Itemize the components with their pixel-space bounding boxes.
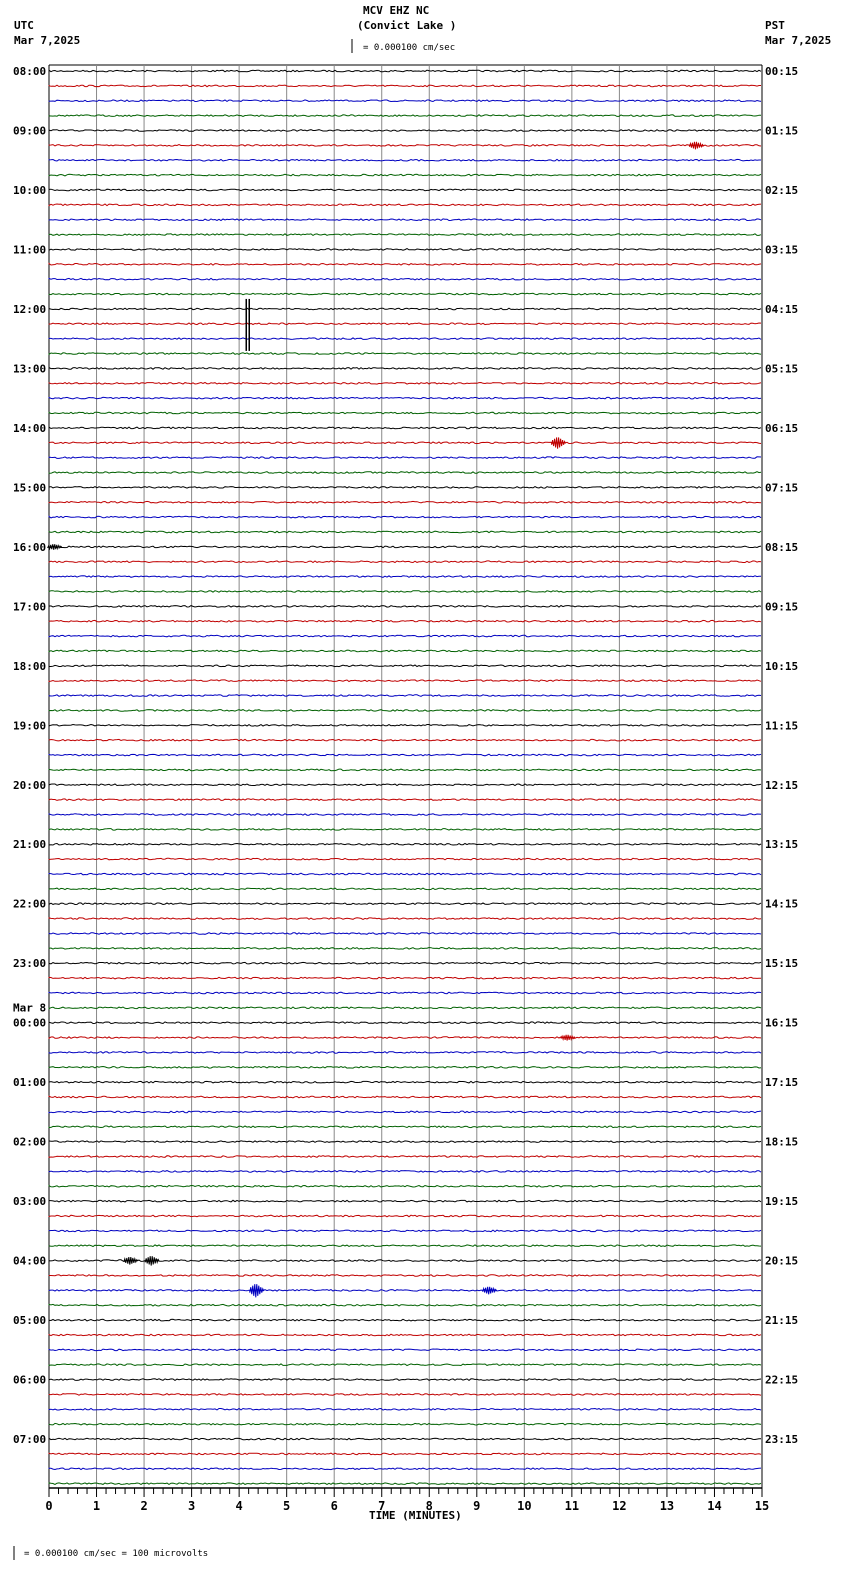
trace-line xyxy=(49,858,761,860)
scale-legend: = 0.000100 cm/sec xyxy=(363,43,456,53)
utc-hour-label: 07:00 xyxy=(13,1433,47,1447)
x-tick-label: 0 xyxy=(45,1499,53,1513)
utc-hour-label: 06:00 xyxy=(13,1373,47,1387)
trace-line xyxy=(49,516,761,518)
utc-hour-label: 19:00 xyxy=(13,719,47,733)
trace-line xyxy=(49,829,761,831)
trace-line xyxy=(49,1245,761,1247)
event-signal xyxy=(145,1256,159,1265)
event-signal xyxy=(483,1287,497,1295)
x-tick-label: 3 xyxy=(187,1499,196,1513)
trace-line xyxy=(49,383,761,385)
trace-line xyxy=(49,1067,761,1069)
trace-line xyxy=(49,338,761,340)
x-tick-label: 8 xyxy=(425,1499,433,1513)
pst-hour-label: 10:15 xyxy=(765,659,799,673)
x-tick-label: 15 xyxy=(754,1499,770,1513)
pst-hour-label: 17:15 xyxy=(765,1076,799,1090)
x-tick-label: 5 xyxy=(283,1499,291,1513)
trace-line xyxy=(49,1111,761,1113)
utc-hour-label: 03:00 xyxy=(13,1195,47,1209)
trace-line xyxy=(49,397,761,399)
pst-hour-label: 20:15 xyxy=(765,1254,799,1268)
pst-hour-label: 12:15 xyxy=(765,778,799,792)
trace-line xyxy=(49,219,761,221)
trace-line xyxy=(49,1319,761,1321)
trace-line xyxy=(49,606,761,608)
pst-hour-label: 16:15 xyxy=(765,1016,799,1030)
trace-line xyxy=(49,784,761,786)
trace-line xyxy=(49,1423,761,1425)
trace-line xyxy=(49,1037,761,1039)
x-tick-label: 12 xyxy=(612,1499,627,1513)
trace-line xyxy=(49,561,761,563)
trace-line xyxy=(49,234,761,236)
trace-line xyxy=(49,769,761,771)
x-tick-label: 2 xyxy=(140,1499,148,1513)
trace-line xyxy=(49,576,761,578)
trace-line xyxy=(49,1453,761,1455)
trace-line xyxy=(49,1215,761,1217)
trace-line xyxy=(49,1171,761,1173)
right-timezone: PST xyxy=(765,19,785,32)
trace-line xyxy=(49,1304,761,1306)
trace-line xyxy=(49,933,761,935)
left-timezone: UTC xyxy=(14,19,34,32)
trace-line xyxy=(49,799,761,801)
x-tick-label: 4 xyxy=(235,1499,243,1513)
utc-hour-label: 22:00 xyxy=(13,897,47,911)
utc-hour-label: 00:00 xyxy=(13,1016,47,1030)
trace-line xyxy=(49,977,761,979)
trace-line xyxy=(49,145,761,147)
footer-scale-legend: = 0.000100 cm/sec = 100 microvolts xyxy=(24,1549,209,1559)
trace-line xyxy=(49,427,761,429)
utc-hour-label: 01:00 xyxy=(13,1076,47,1090)
pst-hour-label: 06:15 xyxy=(765,421,799,435)
pst-hour-label: 05:15 xyxy=(765,362,799,376)
trace-line xyxy=(49,888,761,890)
trace-line xyxy=(49,1438,761,1440)
trace-line xyxy=(49,1186,761,1188)
utc-hour-label: 02:00 xyxy=(13,1135,47,1149)
pst-hour-label: 22:15 xyxy=(765,1373,799,1387)
trace-line xyxy=(49,487,761,489)
trace-line xyxy=(49,1409,761,1411)
trace-line xyxy=(49,189,761,191)
trace-line xyxy=(49,249,761,251)
trace-line xyxy=(49,1081,761,1083)
trace-line xyxy=(49,353,761,355)
trace-line xyxy=(49,903,761,905)
station-location: (Convict Lake ) xyxy=(357,19,457,32)
utc-hour-label: 17:00 xyxy=(13,600,47,614)
event-signal xyxy=(124,1257,138,1265)
trace-line xyxy=(49,1022,761,1024)
pst-hour-label: 07:15 xyxy=(765,481,799,495)
pst-hour-label: 23:15 xyxy=(765,1433,799,1447)
trace-line xyxy=(49,948,761,950)
event-signal xyxy=(552,437,566,448)
trace-line xyxy=(49,650,761,652)
trace-line xyxy=(49,174,761,176)
trace-line xyxy=(49,457,761,459)
pst-hour-label: 08:15 xyxy=(765,540,799,554)
x-axis-label: TIME (MINUTES) xyxy=(369,1509,462,1522)
trace-line xyxy=(49,695,761,697)
trace-line xyxy=(49,368,761,370)
utc-hour-label: 14:00 xyxy=(13,421,47,435)
trace-line xyxy=(49,680,761,682)
trace-line xyxy=(49,308,761,310)
utc-hour-label: 16:00 xyxy=(13,540,47,554)
trace-line xyxy=(49,278,761,280)
pst-hour-label: 14:15 xyxy=(765,897,799,911)
date-change-label: Mar 8 xyxy=(13,1001,47,1015)
trace-line xyxy=(49,1156,761,1158)
utc-hour-label: 04:00 xyxy=(13,1254,47,1268)
utc-hour-label: 08:00 xyxy=(13,65,47,78)
trace-line xyxy=(49,1230,761,1232)
x-tick-label: 11 xyxy=(564,1499,580,1513)
trace-line xyxy=(49,1141,761,1143)
pst-hour-label: 09:15 xyxy=(765,600,799,614)
trace-line xyxy=(49,635,761,637)
trace-line xyxy=(49,70,761,72)
utc-hour-label: 23:00 xyxy=(13,957,47,971)
trace-line xyxy=(49,115,761,117)
trace-line xyxy=(49,873,761,875)
pst-hour-label: 21:15 xyxy=(765,1314,799,1328)
utc-hour-label: 13:00 xyxy=(13,362,47,376)
trace-line xyxy=(49,293,761,295)
trace-line xyxy=(49,546,761,548)
trace-line xyxy=(49,665,761,667)
event-signal xyxy=(250,1284,264,1297)
station-title: MCV EHZ NC xyxy=(363,4,430,17)
pst-hour-label: 13:15 xyxy=(765,838,799,852)
utc-hour-label: 05:00 xyxy=(13,1314,47,1328)
x-tick-label: 7 xyxy=(378,1499,386,1513)
pst-hour-label: 04:15 xyxy=(765,302,799,316)
trace-line xyxy=(49,412,761,414)
trace-line xyxy=(49,1468,761,1470)
pst-hour-label: 19:15 xyxy=(765,1195,799,1209)
x-tick-label: 9 xyxy=(473,1499,481,1513)
utc-hour-label: 21:00 xyxy=(13,838,47,852)
trace-line xyxy=(49,1364,761,1366)
trace-line xyxy=(49,725,761,727)
utc-hour-label: 18:00 xyxy=(13,659,47,673)
left-date: Mar 7,2025 xyxy=(14,34,81,47)
trace-line xyxy=(49,814,761,816)
event-signal xyxy=(561,1035,575,1041)
x-tick-label: 1 xyxy=(92,1499,101,1513)
trace-line xyxy=(49,620,761,622)
x-tick-label: 13 xyxy=(659,1499,675,1513)
trace-line xyxy=(49,1379,761,1381)
trace-line xyxy=(49,918,761,920)
trace-line xyxy=(49,264,761,266)
trace-line xyxy=(49,1275,761,1277)
trace-line xyxy=(49,1483,761,1485)
trace-line xyxy=(49,992,761,994)
trace-line xyxy=(49,501,761,503)
trace-line xyxy=(49,1007,761,1009)
trace-line xyxy=(49,754,761,756)
utc-hour-label: 11:00 xyxy=(13,243,47,257)
trace-line xyxy=(49,159,761,161)
trace-line xyxy=(49,1394,761,1396)
pst-hour-label: 00:15 xyxy=(765,65,799,78)
trace-line xyxy=(49,1349,761,1351)
pst-hour-label: 03:15 xyxy=(765,243,799,257)
trace-line xyxy=(49,442,761,444)
pst-hour-label: 11:15 xyxy=(765,719,799,733)
trace-line xyxy=(49,1200,761,1202)
utc-hour-label: 10:00 xyxy=(13,183,47,197)
utc-hour-label: 12:00 xyxy=(13,302,47,316)
trace-line xyxy=(49,323,761,325)
pst-hour-label: 01:15 xyxy=(765,124,799,138)
trace-line xyxy=(49,1334,761,1336)
trace-line xyxy=(49,1126,761,1128)
trace-line xyxy=(49,962,761,964)
trace-line xyxy=(49,130,761,132)
trace-line xyxy=(49,531,761,533)
utc-hour-label: 15:00 xyxy=(13,481,47,495)
pst-hour-label: 15:15 xyxy=(765,957,799,971)
trace-line xyxy=(49,85,761,87)
x-tick-label: 10 xyxy=(517,1499,532,1513)
utc-hour-label: 09:00 xyxy=(13,124,47,138)
trace-line xyxy=(49,710,761,712)
trace-line xyxy=(49,204,761,206)
right-date: Mar 7,2025 xyxy=(765,34,832,47)
trace-line xyxy=(49,739,761,741)
trace-line xyxy=(49,844,761,846)
trace-line xyxy=(49,1096,761,1098)
x-tick-label: 14 xyxy=(707,1499,722,1513)
pst-hour-label: 18:15 xyxy=(765,1135,799,1149)
x-tick-label: 6 xyxy=(330,1499,338,1513)
trace-line xyxy=(49,1052,761,1054)
trace-line xyxy=(49,472,761,474)
trace-line xyxy=(49,1290,761,1292)
trace-line xyxy=(49,100,761,102)
trace-line xyxy=(49,591,761,593)
utc-hour-label: 20:00 xyxy=(13,778,47,792)
pst-hour-label: 02:15 xyxy=(765,183,799,197)
event-signal xyxy=(689,142,703,150)
event-signal xyxy=(48,544,62,550)
